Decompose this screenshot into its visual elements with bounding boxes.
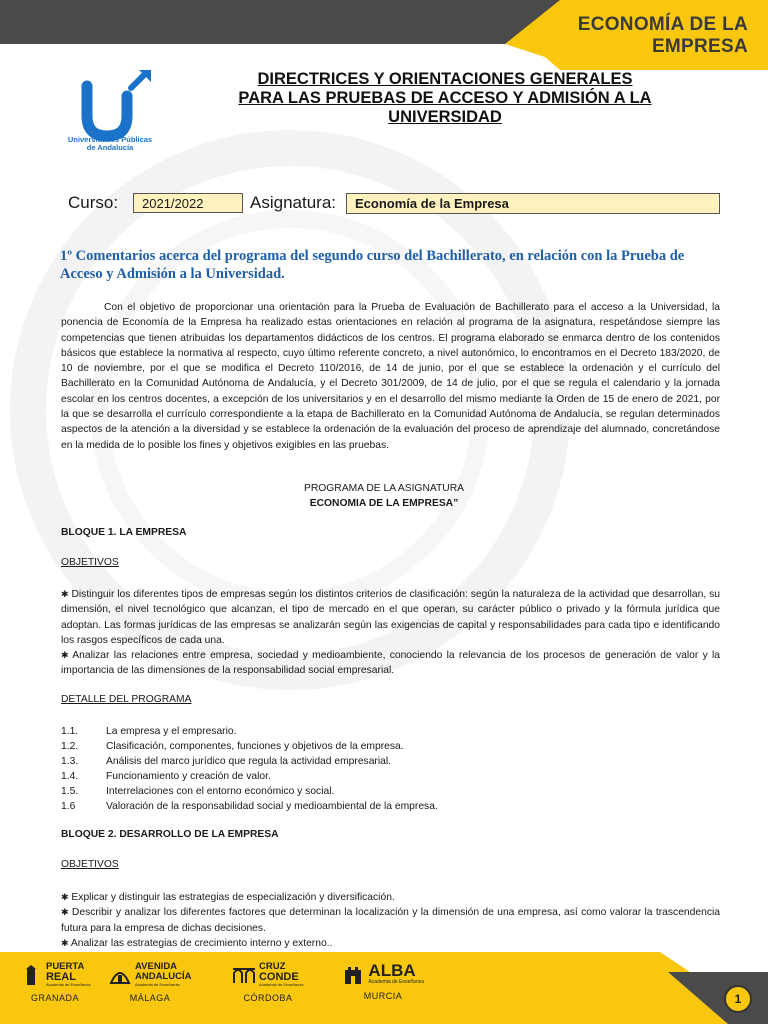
asterisk-bullet-icon: ✱	[61, 892, 69, 902]
item-number: 1.2.	[61, 741, 79, 753]
document-title	[215, 70, 675, 127]
asterisk-bullet-icon: ✱	[61, 650, 69, 661]
subject-value: Economía de la Empresa	[346, 193, 720, 214]
title-line1: DIRECTRICES Y ORIENTACIONES GENERALES	[257, 70, 633, 88]
logo-caption-line1: Universidades Públicas	[67, 135, 153, 144]
objective-text: Explicar y distinguir las estrategias de especialización y diversificación.	[71, 892, 395, 903]
program-heading	[0, 481, 768, 511]
course-label: Curso:	[68, 193, 119, 212]
title-line3: UNIVERSIDAD	[388, 108, 502, 126]
objective-text: Analizar las relaciones entre empresa, sociedad y medioambiente, conociendo la relevancia de los procesos de generación de valor y la importancia de las dimensiones de la responsabilidad social empresarial.	[61, 650, 720, 677]
program-heading-line2: ECONOMIA DE LA EMPRESA”	[309, 498, 459, 509]
logo-caption-line2: de Andalucía	[86, 143, 134, 152]
castle-icon	[342, 964, 364, 984]
block1-objectives-label: OBJETIVOS	[61, 557, 119, 568]
logo-subtitle: Academia de Enseñanza	[258, 982, 304, 987]
asterisk-bullet-icon: ✱	[61, 907, 69, 918]
item-number: 1.5.	[61, 786, 79, 798]
asterisk-bullet-icon: ✱	[61, 589, 69, 599]
item-number: 1.4.	[61, 771, 79, 783]
logo-name-line2: REAL	[45, 971, 76, 983]
footer-logo-malaga	[95, 962, 205, 1003]
item-text: Análisis del marco jurídico que regula la actividad empresarial.	[106, 756, 392, 768]
logo-subtitle: Academia de Enseñanza	[45, 982, 91, 987]
block2-objectives	[61, 890, 720, 951]
item-text: Clasificación, componentes, funciones y objetivos de la empresa.	[106, 741, 404, 753]
logo-name-line1: CRUZ	[258, 961, 286, 972]
item-number: 1.6	[61, 801, 76, 813]
logo-name-line1: PUERTA	[45, 961, 85, 972]
logo-subtitle: Academia de Enseñanza	[368, 979, 425, 985]
list-item	[61, 587, 720, 648]
tower-icon	[20, 965, 42, 985]
footer-logo-granada	[0, 962, 110, 1003]
title-line2: PARA LAS PRUEBAS DE ACCESO Y ADMISIÓN A LA	[238, 89, 652, 107]
item-number: 1.1.	[61, 726, 79, 737]
course-value: 2021/2022	[133, 193, 243, 213]
list-item	[61, 754, 438, 769]
list-item	[61, 724, 438, 739]
block2-title: BLOQUE 2. DESARROLLO DE LA EMPRESA	[61, 829, 279, 840]
logo-name-line2: CONDE	[258, 971, 299, 983]
section-title: 1º Comentarios acerca del programa del segundo curso del Bachillerato, en relación con la Prueba de Acceso y Admisión a la Universidad.	[60, 248, 685, 282]
subject-header-line2: EMPRESA	[651, 36, 748, 57]
list-item	[61, 936, 720, 951]
arches-icon	[233, 965, 255, 985]
logo-city: GRANADA	[30, 993, 79, 1003]
list-item	[61, 769, 438, 784]
item-text: Funcionamiento y creación de valor.	[106, 771, 271, 783]
list-item	[61, 890, 720, 905]
logo-name-line2: ANDALUCÍA	[134, 971, 192, 982]
footer-logo-murcia	[328, 962, 438, 1001]
objective-text: Analizar las estrategias de crecimiento interno y externo..	[70, 937, 333, 949]
page-number: 1	[724, 985, 752, 1013]
footer-logo-cordoba	[213, 962, 323, 1003]
block1-objectives	[61, 587, 720, 679]
logo-city: MÁLAGA	[129, 993, 171, 1003]
item-text: La empresa y el empresario.	[106, 726, 237, 737]
block1-items	[61, 724, 438, 815]
item-text: Interrelaciones con el entorno económico y social.	[106, 786, 335, 798]
block1-detail-label: DETALLE DEL PROGRAMA	[61, 694, 192, 705]
program-heading-line1: PROGRAMA DE LA ASIGNATURA	[303, 483, 465, 494]
building-icon	[109, 965, 131, 985]
list-item	[61, 739, 438, 754]
item-number: 1.3.	[61, 756, 79, 768]
block1-title: BLOQUE 1. LA EMPRESA	[61, 527, 187, 538]
item-text: Valoración de la responsabilidad social y medioambiental de la empresa.	[106, 801, 438, 813]
logo-name-line1: AVENIDA	[134, 961, 178, 972]
logo-city: CÓRDOBA	[243, 993, 293, 1003]
intro-paragraph: Con el objetivo de proporcionar una orientación para la Prueba de Evaluación de Bachillerato para el acceso a la Universidad, la ponencia de Economía de la Empresa ha realizado estas orientaciones en relación al programa de la asignatura, respetándose siempre las competencias que tienen atribuidas los departamentos didácticos de los centros. El programa elaborado se enmarca dentro de los contenidos básicos que establece la normativa al respecto, cuyo último referente concreto, a nivel autonómico, lo encontramos en el Decreto 183/2020, de 10 de noviembre, por el que se modifica el Decreto 110/2016, de 14 de junio, por el que se establece la ordenación y el currículo del Bachillerato en la Comunidad Autónoma de Andalucía, y el Decreto 301/2009, de 14 de julio, por el que se regula el calendario y la jornada escolar en los centros docentes, a excepción de los universitarios y en el desarrollo del mismo mediante la Orden de 15 de enero de 2021, por la que se desarrolla el currículo correspondiente a la etapa de Bachillerato en la Comunidad Autónoma de Andalucía, se regulan determinados aspectos de la atención a la diversidad y se establece la ordenación de la evaluación del proceso de aprendizaje del alumnado, concretándose en la medida de lo posible los fines y objetivos exigibles en las pruebas.	[61, 302, 720, 451]
subject-header-line1: ECONOMÍA DE LA	[577, 14, 748, 35]
objective-text: Describir y analizar los diferentes factores que determinan la localización y la dimensión de una empresa, así como valorar la trascendencia futura para la empresa de dichas decisiones.	[61, 907, 720, 934]
list-item	[61, 905, 720, 936]
logo-name-line1: ALBA	[368, 961, 416, 980]
subject-label: Asignatura:	[250, 193, 336, 212]
objective-text: Distinguir los diferentes tipos de empresas según los distintos criterios de clasificación: según la naturaleza de la actividad que desarrollan, su dimensión, el nivel tecnológico que alcanzan, el tipo de mercado en el que operan, su carácter público o privado y la fórmula jurídica que adoptan. Las formas jurídicas de las empresas se analizarán según las exigencias de capital y responsabilidades para cada tipo e identificando los rasgos específicos de cada una.	[61, 589, 720, 646]
list-item	[61, 799, 438, 814]
logo-city: MURCIA	[363, 991, 403, 1001]
list-item	[61, 648, 720, 679]
block2-objectives-label: OBJETIVOS	[61, 859, 119, 870]
logo-caption	[56, 136, 164, 152]
logo-subtitle: Academia de Enseñanza	[134, 982, 180, 987]
subject-header	[578, 14, 748, 58]
list-item	[61, 784, 438, 799]
asterisk-bullet-icon: ✱	[61, 937, 69, 948]
